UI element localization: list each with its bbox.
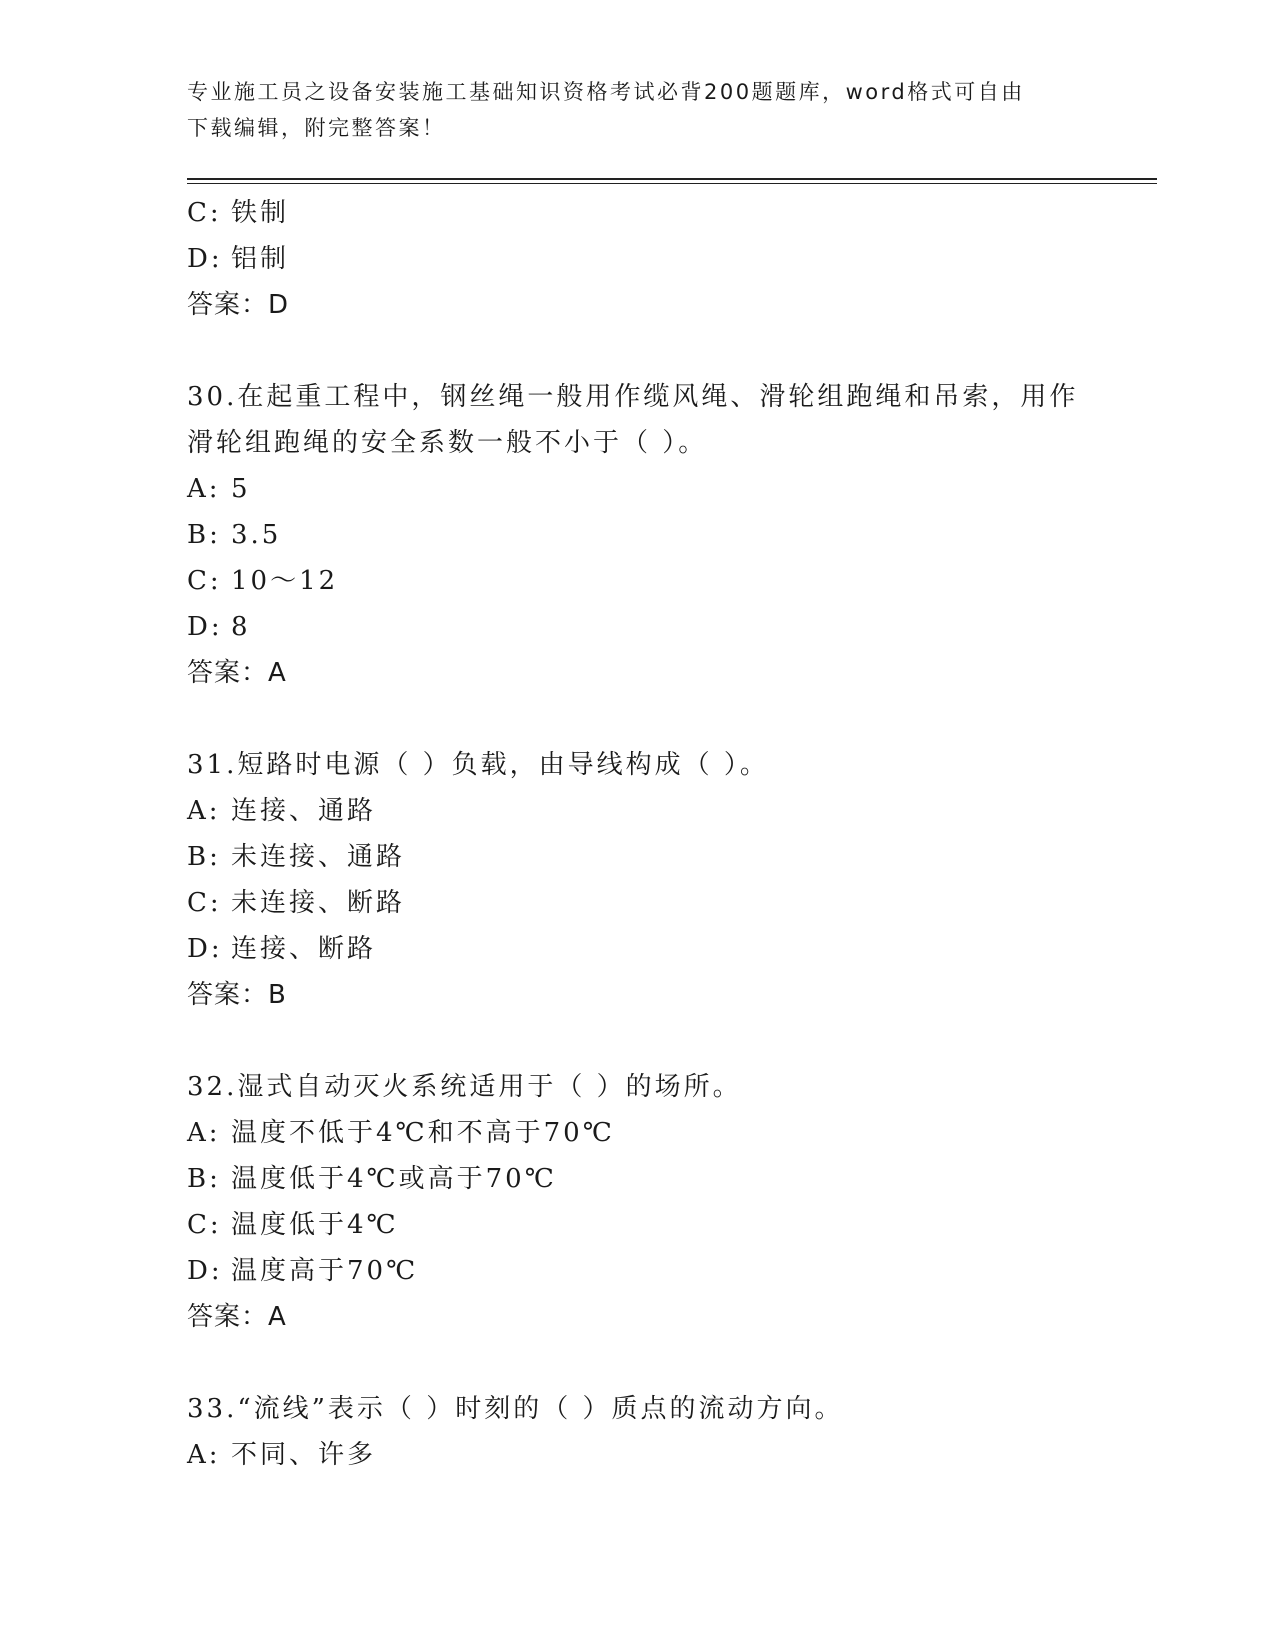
option-c <box>187 1202 1087 1248</box>
option-c <box>187 558 1087 604</box>
option-c <box>187 190 1087 236</box>
option-letter: B: <box>187 1164 221 1194</box>
option-text: 铝制 <box>231 244 290 274</box>
question-32-stem: 32.湿式自动灭火系统适用于（ ）的场所。 <box>187 1072 742 1102</box>
option-text: 铁制 <box>231 198 290 228</box>
option-c <box>187 880 1087 926</box>
option-text: 5 <box>231 474 251 504</box>
answer-line: 答案：A <box>187 658 287 688</box>
spacer <box>187 1340 1087 1386</box>
option-text: 未连接、通路 <box>231 842 406 872</box>
option-b <box>187 512 1087 558</box>
option-letter: C: <box>187 198 222 228</box>
option-a <box>187 788 1087 834</box>
header-divider-thick <box>187 178 1157 180</box>
option-d <box>187 1248 1087 1294</box>
option-letter: A: <box>187 474 221 504</box>
option-text: 连接、通路 <box>231 796 377 826</box>
option-text: 3.5 <box>231 520 282 550</box>
option-letter: C: <box>187 1210 222 1240</box>
spacer <box>187 328 1087 374</box>
option-d <box>187 604 1087 650</box>
option-text: 未连接、断路 <box>231 888 406 918</box>
option-b <box>187 834 1087 880</box>
option-text: 10～12 <box>231 566 339 596</box>
option-text: 连接、断路 <box>231 934 377 964</box>
spacer <box>187 696 1087 742</box>
option-letter: D: <box>187 244 223 274</box>
question-list <box>187 190 1087 1478</box>
option-a <box>187 466 1087 512</box>
question-30-stem-2: 滑轮组跑绳的安全系数一般不小于（ ）。 <box>187 428 708 458</box>
option-letter: B: <box>187 520 221 550</box>
option-letter: D: <box>187 612 223 642</box>
question-30-stem-1: 30.在起重工程中，钢丝绳一般用作缆风绳、滑轮组跑绳和吊索，用作 <box>187 382 1079 412</box>
option-a <box>187 1110 1087 1156</box>
header-line-1: 专业施工员之设备安装施工基础知识资格考试必背200题题库，word格式可自由 <box>187 80 1025 104</box>
option-letter: C: <box>187 566 222 596</box>
answer-line: 答案：A <box>187 1302 287 1332</box>
option-letter: D: <box>187 1256 223 1286</box>
header-line-2: 下载编辑，附完整答案！ <box>187 116 446 140</box>
option-text: 温度高于70℃ <box>231 1256 419 1286</box>
option-text: 温度低于4℃ <box>231 1210 399 1240</box>
option-letter: A: <box>187 796 221 826</box>
option-text: 不同、许多 <box>231 1440 377 1470</box>
option-d <box>187 926 1087 972</box>
question-31-stem: 31.短路时电源（ ）负载，由导线构成（ ）。 <box>187 750 769 780</box>
option-a <box>187 1432 1087 1478</box>
option-letter: D: <box>187 934 223 964</box>
option-b <box>187 1156 1087 1202</box>
document-header <box>187 74 1077 146</box>
option-letter: C: <box>187 888 222 918</box>
spacer <box>187 1018 1087 1064</box>
question-33-stem: 33.“流线”表示（ ）时刻的（ ）质点的流动方向。 <box>187 1394 844 1424</box>
option-letter: A: <box>187 1440 221 1470</box>
option-d <box>187 236 1087 282</box>
option-text: 温度低于4℃或高于70℃ <box>231 1164 557 1194</box>
option-letter: B: <box>187 842 221 872</box>
header-divider-thin <box>187 183 1157 184</box>
answer-line: 答案：B <box>187 980 287 1010</box>
option-text: 8 <box>231 612 251 642</box>
answer-line: 答案：D <box>187 290 290 320</box>
option-text: 温度不低于4℃和不高于70℃ <box>231 1118 615 1148</box>
option-letter: A: <box>187 1118 221 1148</box>
